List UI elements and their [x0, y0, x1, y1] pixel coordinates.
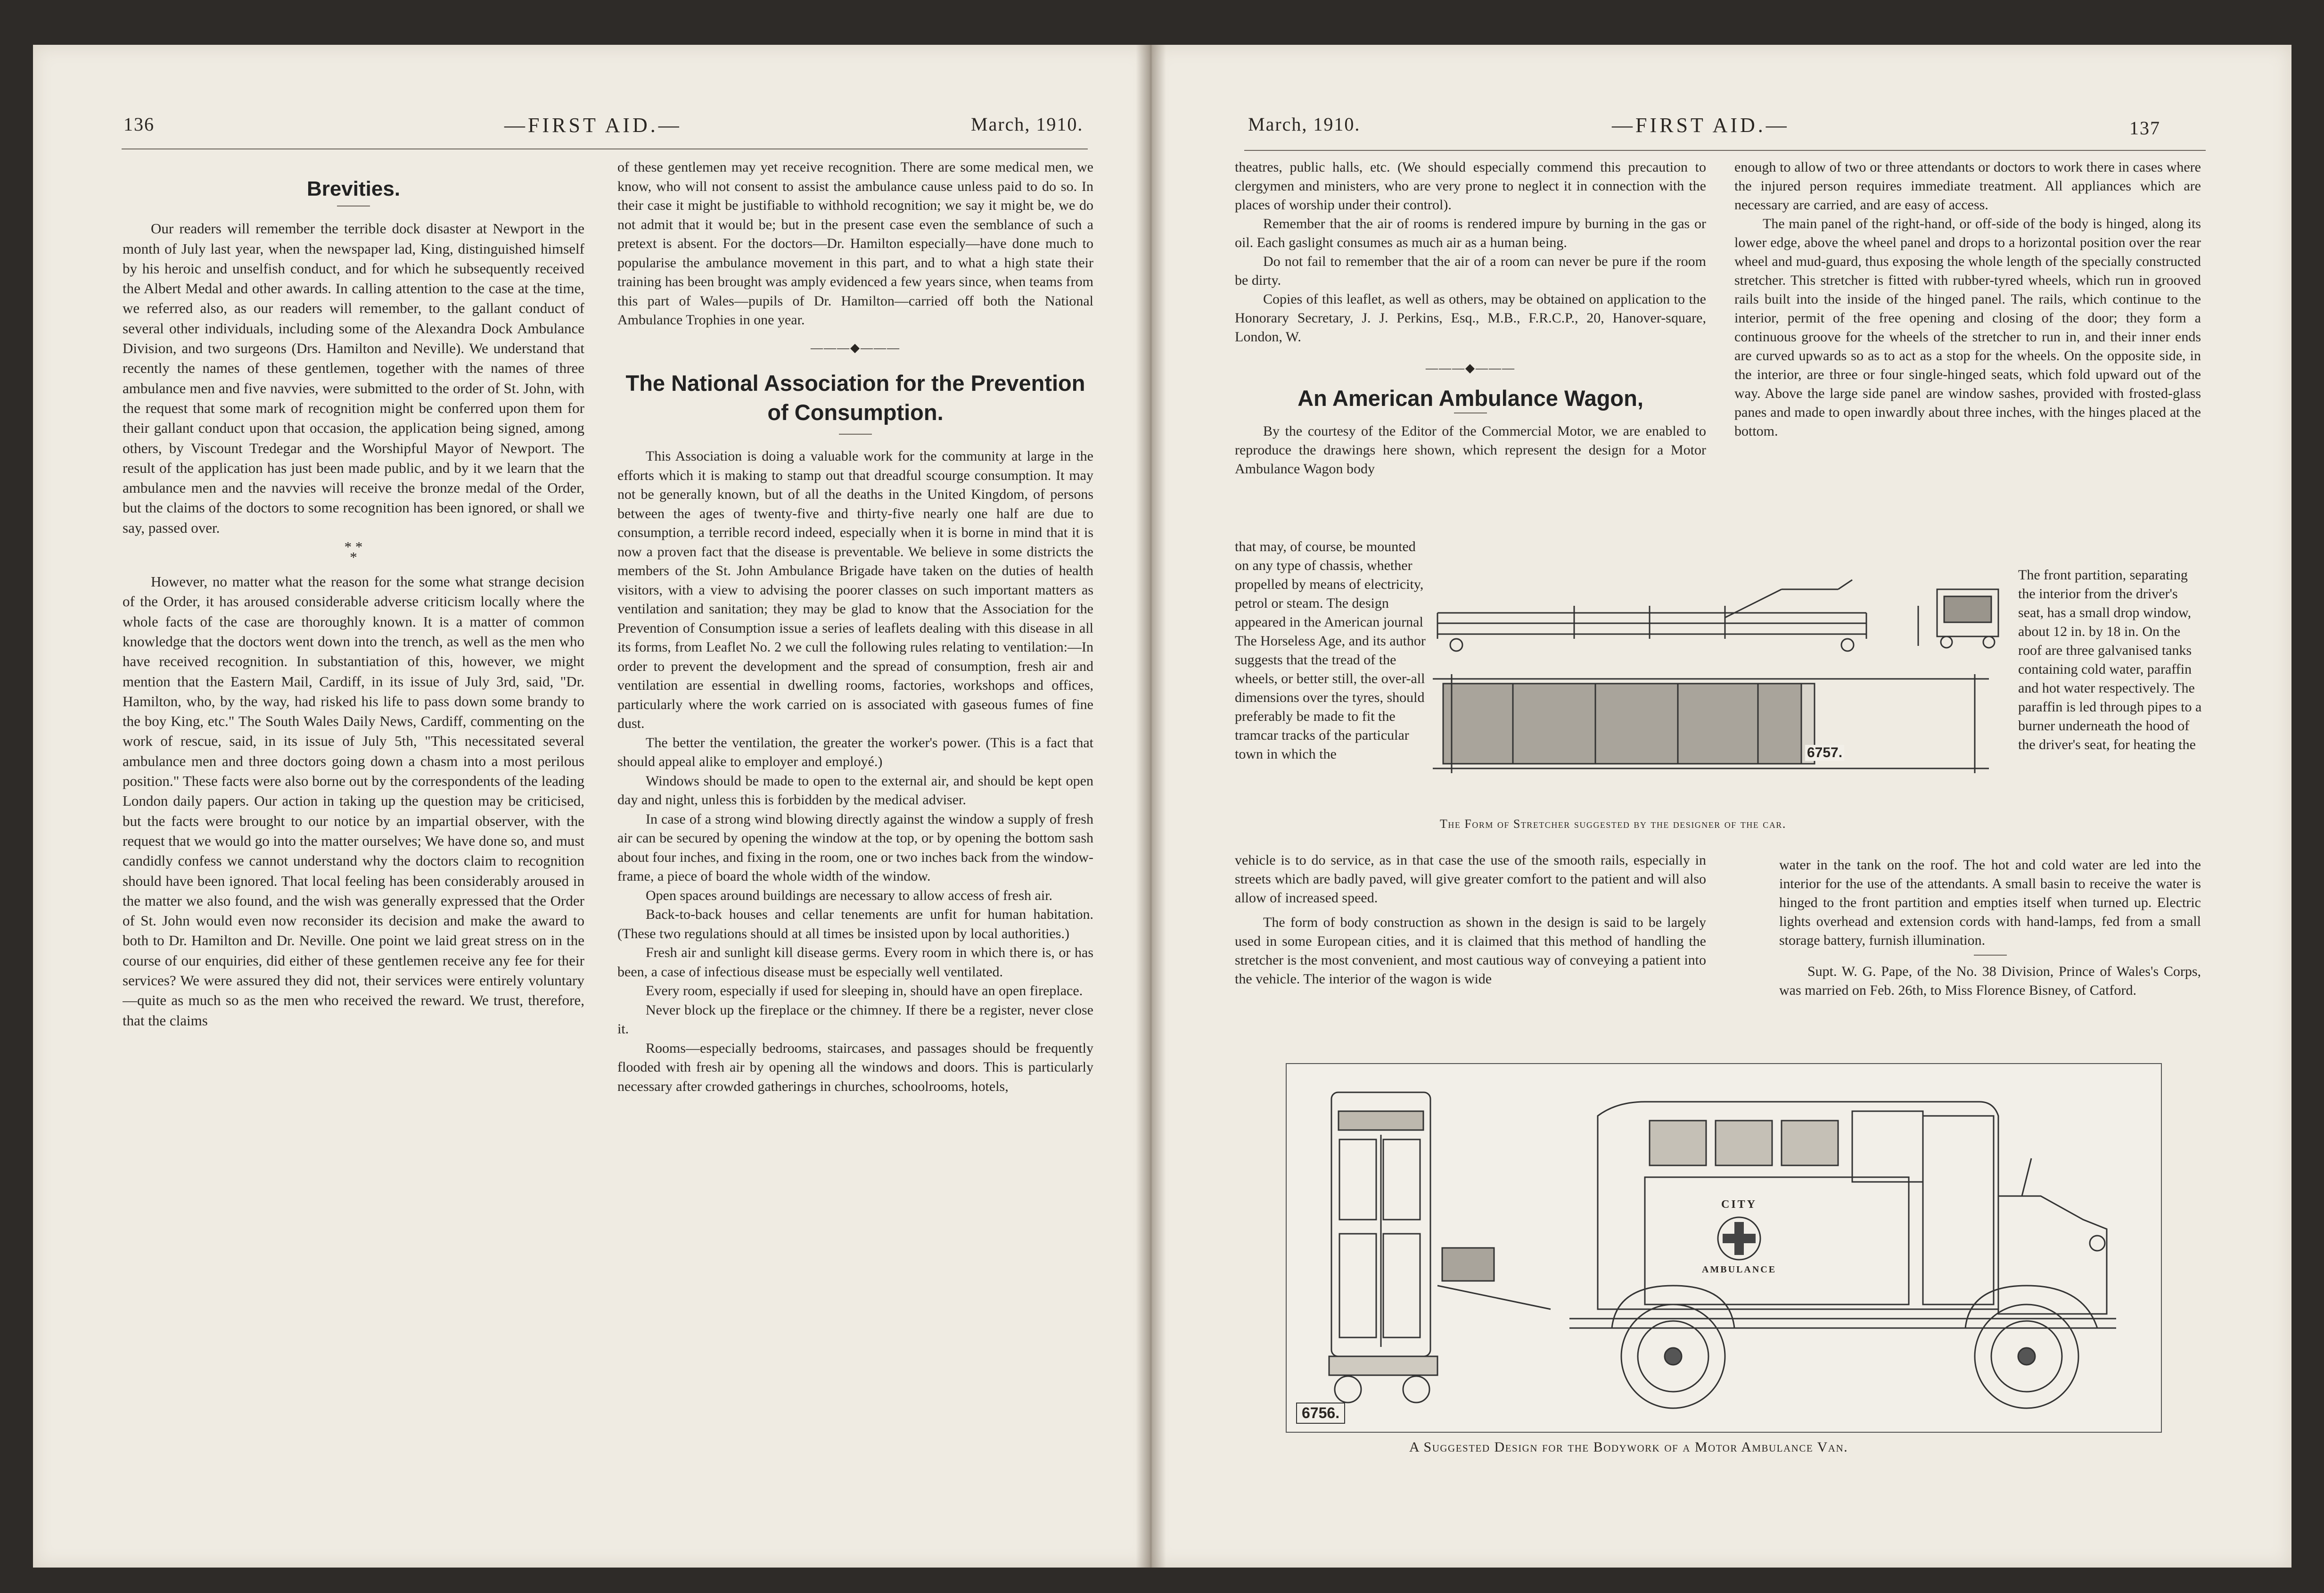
van-panel-ambulance: AMBULANCE [1701, 1264, 1777, 1275]
ventilation-gaslight: Remember that the air of rooms is rendered impure by burning in the gas or oil. Each gaslight consumes as much air as a human being. [1235, 216, 1706, 250]
right-column-2-lower [1779, 856, 2201, 1049]
brevities-paragraph-3: of these gentlemen may yet receive recognition. There are some medical men, we know, who will not consent to assist the ambulance cause unless paid to do so. In their case it might be justifiable to withhold recognition; we say it might be, we do not admit that it would be; but in the present case even the semblance of such a pretext is absent. For the doctors—Dr. Hamilton especially—have done much to popularise the ambulance movement in this part, and to what a high state their training has been brought was amply evidenced a few years since, when teams from this part of Wales—pupils of Dr. Hamilton—carried off both the National Ambulance Trophies in one year. [617, 159, 1093, 328]
ventilation-dirty-room: Do not fail to remember that the air of a room can never be pure if the room be dirty. [1235, 254, 1706, 288]
stretcher-figure [1433, 561, 2015, 806]
left-date: March, 1910. [971, 114, 1084, 135]
left-page-number: 136 [123, 114, 155, 135]
stretcher-drawing [1433, 561, 2015, 806]
asterism: * * * [344, 538, 363, 566]
consumption-paragraph: Every room, especially if used for sleeping in, should have an open fireplace. [646, 983, 1083, 999]
right-header-rule [1244, 150, 2206, 151]
ambulance-van-drawing [1287, 1064, 2161, 1432]
right-running-title: —FIRST AID.— [1612, 114, 1790, 137]
marriage-notice: Supt. W. G. Pape, of the No. 38 Division, Prince of Wales's Corps, was married on Feb. 26th, to Miss Florence Bisney, of Catford. [1779, 964, 2201, 998]
ambulance-van-figure [1286, 1063, 2162, 1433]
consumption-paragraph: Rooms—especially bedrooms, staircases, and passages should be frequently flooded with fresh air by opening all the windows and doors. This is particularly necessary after crowded gatherings in churches, schoolrooms, hotels, [617, 1040, 1093, 1094]
consumption-paragraph: The better the ventilation, the greater the worker's power. (This is a fact that should appeal alike to employer and employé.) [617, 735, 1093, 769]
wagon-water-paragraph: water in the tank on the roof. The hot and cold water are led into the interior for the use of the attendants. A small basin to receive the water is hinged to the front partition and empties itself when turned up. Electric lights overhead and extension cords with hand-lamps, fed from a small storage battery, furnish illumination. [1779, 857, 2201, 948]
consumption-paragraph: Fresh air and sunlight kill disease germs. Every room in which there is, or has been, a case of infectious disease must be especially well ventilated. [617, 945, 1093, 980]
consumption-title-rule [839, 434, 872, 435]
wagon-narrow-text-right: The front partition, separating the interior from the driver's seat, has a small drop window, about 12 in. by 18 in. On the roof are three galvanised tanks containing cold water, paraffin and hot water respectively. The paraffin is led through pipes to a burner underneath the hood of the driver's seat, for heating the [2018, 567, 2202, 752]
consumption-paragraph: This Association is doing a valuable work for the community at large in the efforts which it is making to stamp out that dreadful scourge consumption. It may not be generally known, but of all the deaths in the United Kingdom, of persons between the ages of twenty-five and thirty-five nearly one half are due to consumption, a terrible record indeed, especially when it is borne in mind that it is now a proven fact that the disease is preventable. We believe in some districts the members of the St. John Ambulance Brigade have taken on the duties of health visitors, with a view to advising the poorer classes on such important matters as ventilation and sanitation; they may be glad to know that the Association for the Prevention of Consumption issue a series of leaflets dealing with this disease in all its forms, from Leaflet No. 2 we cull the following rules relating to ventilation:—In order to prevent the development and the spread of consumption, fresh air and ventilation are essential in dwelling rooms, factories, workshops and offices, particularly where the work carried on is associated with gaseous fumes of fine dust. [617, 448, 1093, 731]
ventilation-continued: theatres, public halls, etc. (We should especially commend this precaution to clergymen and ministers, who are very prone to neglect it in connection with the places of worship under their control). [1235, 159, 1706, 213]
consumption-paragraph: Windows should be made to open to the external air, and should be kept open day and night, unless this is forbidden by the medical adviser. [617, 773, 1093, 808]
right-date: March, 1910. [1248, 114, 1361, 135]
right-column-1-upper [1235, 158, 1706, 563]
book-gutter [1136, 45, 1166, 1568]
brevities-paragraph-1: Our readers will remember the terrible dock disaster at Newport in the month of July last year, when the newspaper lad, King, distinguished himself by his heroic and unselfish conduct, and for which he subsequently received the Albert Medal and other awards. In calling attention to the case at the time, we referred also, as our readers will remember, to the gallant conduct of several other individuals, including some of the Alexandra Dock Ambulance Division, and two surgeons (Drs. Hamilton and Neville). We understand that recently the names of these gentlemen, together with the names of three ambulance men and five navvies, were submitted to the order of St. John, with the request that some mark of recognition might be conferred upon them for their gallant conduct upon that occasion, the application being signed, among others, by Viscount Tredegar and the Worshipful Mayor of Newport. The result of the application has just been made public, and by it we learn that the ambulance men and the navvies will receive the bronze medal of the Order, but the claims of the doctors to some recognition has been ignored, or shall we say, passed over. [123, 220, 584, 536]
wagon-main-panel: The main panel of the right-hand, or off-side of the body is hinged, along its lower edge, above the wheel panel and drops to a horizontal position over the rear wheel and mud-guard, thus exposing the whole length of the specially constructed stretcher. This stretcher is fitted with rubber-tyred wheels, which run in grooved rails built into the inside of the hinged panel. The rails, which continue to the interior, permit of the free opening and closing of the door; they form a continuous groove for the wheels of the stretcher to run in, and their inner ends are curved upwards so as to act as a stop for the wheels. On the opposite side, in the interior, are three or four single-hinged seats, which fold upward out of the way. Above the large side panel are window sashes, provided with frosted-glass panes and made to open inwardly about three inches, with the hinges placed at the bottom. [1734, 216, 2201, 439]
section-ornament: ———◆——— [811, 340, 900, 355]
consumption-paragraph: Open spaces around buildings are necessary to allow access of fresh air. [646, 887, 1053, 903]
brevities-column [123, 170, 584, 1443]
van-figure-number: 6756. [1296, 1403, 1345, 1424]
right-column-2-upper [1734, 158, 2201, 568]
van-panel-city: CITY [1721, 1198, 1757, 1211]
right-column-1-lower [1235, 851, 1706, 1049]
consumption-body [617, 447, 1093, 1096]
brevities-title: Brevities. [306, 177, 401, 200]
consumption-column [617, 158, 1093, 1473]
consumption-paragraph: In case of a strong wind blowing directly against the window a supply of fresh air can be secured by opening the window at the top, or by opening the bottom sash about four inches, and fixing in the room, one or two inches back from the window-frame, a piece of board the whole width of the window. [617, 811, 1093, 884]
wagon-title: An American Ambulance Wagon, [1297, 386, 1643, 411]
consumption-paragraph: Never block up the fireplace or the chimney. If there be a register, never close it. [617, 1002, 1093, 1037]
left-running-title: —FIRST AID.— [504, 114, 682, 137]
brevities-paragraph-2: However, no matter what the reason for the some what strange decision of the Order, it has aroused considerable adverse criticism locally where the whole facts of the case are thoroughly known. It is a matter of common knowledge that the doctors went down into the trench, as well as the men who have received recognition. In substantiation of this, however, we might mention that the Eastern Mail, Cardiff, in its issue of July 3rd, said, "Dr. Hamilton, who, by the way, had risked his life to pass down some brandy to the boy King, etc." The South Wales Daily News, Cardiff, commenting on the work of rescue, said, in its issue of July 5th, "This necessitated several ambulance men and three doctors going down a chasm into a most perilous position." These facts were also borne out by the correspondents of the leading London daily papers. Our action in taking up the question may be criticised, but the facts were brought to our notice by an impartial observer, with the request that we would go into the matter ourselves; We have done so, and must candidly confess we cannot understand why the doctors claim to recognition should have been ignored. That local feeling has been considerably aroused in the matter we also found, and the wish was generally expressed that the Order of St. John would even now reconsider its decision and make the award to both to Dr. Hamilton and Dr. Neville. One point we laid great stress on in the course of our enquiries, did either of these gentlemen receive any fee for their services? We were assured they did not, their services were entirely voluntary—quite as much so as the men who received the reward. We trust, therefore, that the claims [123, 573, 584, 1029]
wagon-paragraph-3: The form of body construction as shown in the design is said to be largely used in some European cities, and it is claimed that this method of handling the stretcher is the most convenient, and most cautious way of conveying a patient into the vehicle. The interior of the wagon is wide [1235, 915, 1706, 987]
notice-rule [1974, 955, 2007, 956]
leaflet-copies: Copies of this leaflet, as well as others, may be obtained on application to the Honorary Secretary, J. J. Perkins, Esq., M.B., F.R.C.P., 20, Hanover-square, London, W. [1235, 291, 1706, 345]
right-ornament: ———◆——— [1426, 361, 1515, 375]
wagon-intro: By the courtesy of the Editor of the Commercial Motor, we are enabled to reproduce the drawings here shown, which represent the design for a Motor Ambulance Wagon body [1235, 423, 1706, 477]
right-page-number: 137 [2129, 117, 2160, 139]
wagon-paragraph-2: vehicle is to do service, as in that case the use of the smooth rails, especially in streets which are badly paved, will give greater comfort to the patient and will also allow of increased speed. [1235, 852, 1706, 906]
consumption-title: The National Association for the Prevention of Consumption. [625, 371, 1085, 425]
stretcher-figure-number: 6757. [1805, 745, 1844, 761]
stretcher-caption: The Form of Stretcher suggested by the designer of the car. [1440, 817, 1786, 831]
wagon-interior: enough to allow of two or three attendants or doctors to work there in cases where the injured person requires immediate treatment. All appliances which are necessary are carried, and are easy of access. [1734, 159, 2201, 213]
wagon-narrow-text: that may, of course, be mounted on any type of chassis, whether propelled by means of electricity, petrol or steam. The design appeared in the American journal The Horseless Age, and its author suggests that the tread of the wheels, or better still, the over-all dimensions over the tyres, should preferably be made to fit the tramcar tracks of the particular town in which the [1235, 539, 1426, 762]
van-caption: A Suggested Design for the Bodywork of a Motor Ambulance Van. [1409, 1439, 1848, 1455]
consumption-paragraph: Back-to-back houses and cellar tenements are unfit for human habitation. (These two regulations should at all times be insisted upon by local authorities.) [617, 907, 1093, 941]
